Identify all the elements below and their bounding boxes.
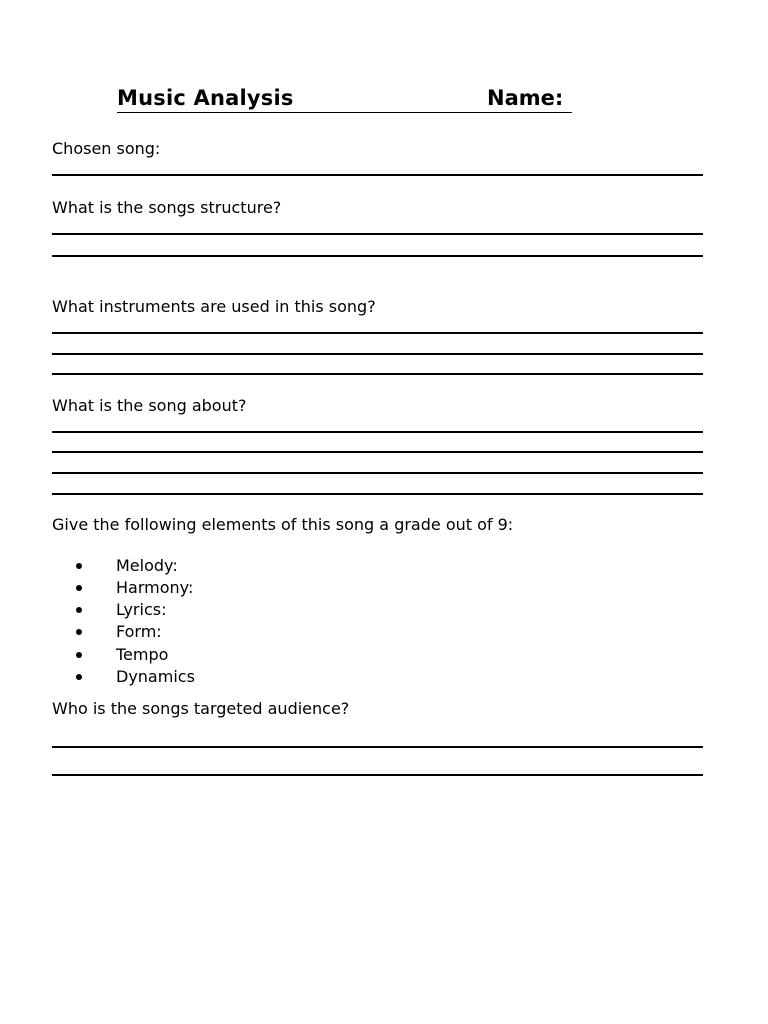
bullet-icon (76, 563, 82, 569)
bullet-icon (76, 629, 82, 635)
answer-line[interactable] (52, 353, 703, 355)
question-instruments: What instruments are used in this song? (52, 297, 376, 316)
answer-line[interactable] (52, 493, 703, 495)
answer-line[interactable] (52, 746, 703, 748)
list-item-label: Lyrics: (116, 600, 167, 619)
question-grade: Give the following elements of this song a grade out of 9: (52, 515, 514, 534)
page-title: Music Analysis (117, 86, 294, 110)
question-structure: What is the songs structure? (52, 198, 282, 217)
answer-line[interactable] (52, 373, 703, 375)
name-label: Name: (487, 86, 564, 110)
answer-line[interactable] (52, 174, 703, 176)
bullet-icon (76, 652, 82, 658)
answer-line[interactable] (52, 472, 703, 474)
answer-line[interactable] (52, 255, 703, 257)
answer-line[interactable] (52, 431, 703, 433)
bullet-icon (76, 585, 82, 591)
question-audience: Who is the songs targeted audience? (52, 699, 350, 718)
bullet-icon (76, 607, 82, 613)
bullet-icon (76, 674, 82, 680)
question-chosen-song: Chosen song: (52, 139, 161, 158)
answer-line[interactable] (52, 451, 703, 453)
answer-line[interactable] (52, 233, 703, 235)
list-item-label: Melody: (116, 556, 178, 575)
title-row (117, 84, 572, 113)
answer-line[interactable] (52, 332, 703, 334)
question-about: What is the song about? (52, 396, 247, 415)
list-item-label: Harmony: (116, 578, 194, 597)
list-item-label: Form: (116, 622, 162, 641)
list-item-label: Tempo (116, 645, 169, 664)
list-item-label: Dynamics (116, 667, 195, 686)
answer-line[interactable] (52, 774, 703, 776)
